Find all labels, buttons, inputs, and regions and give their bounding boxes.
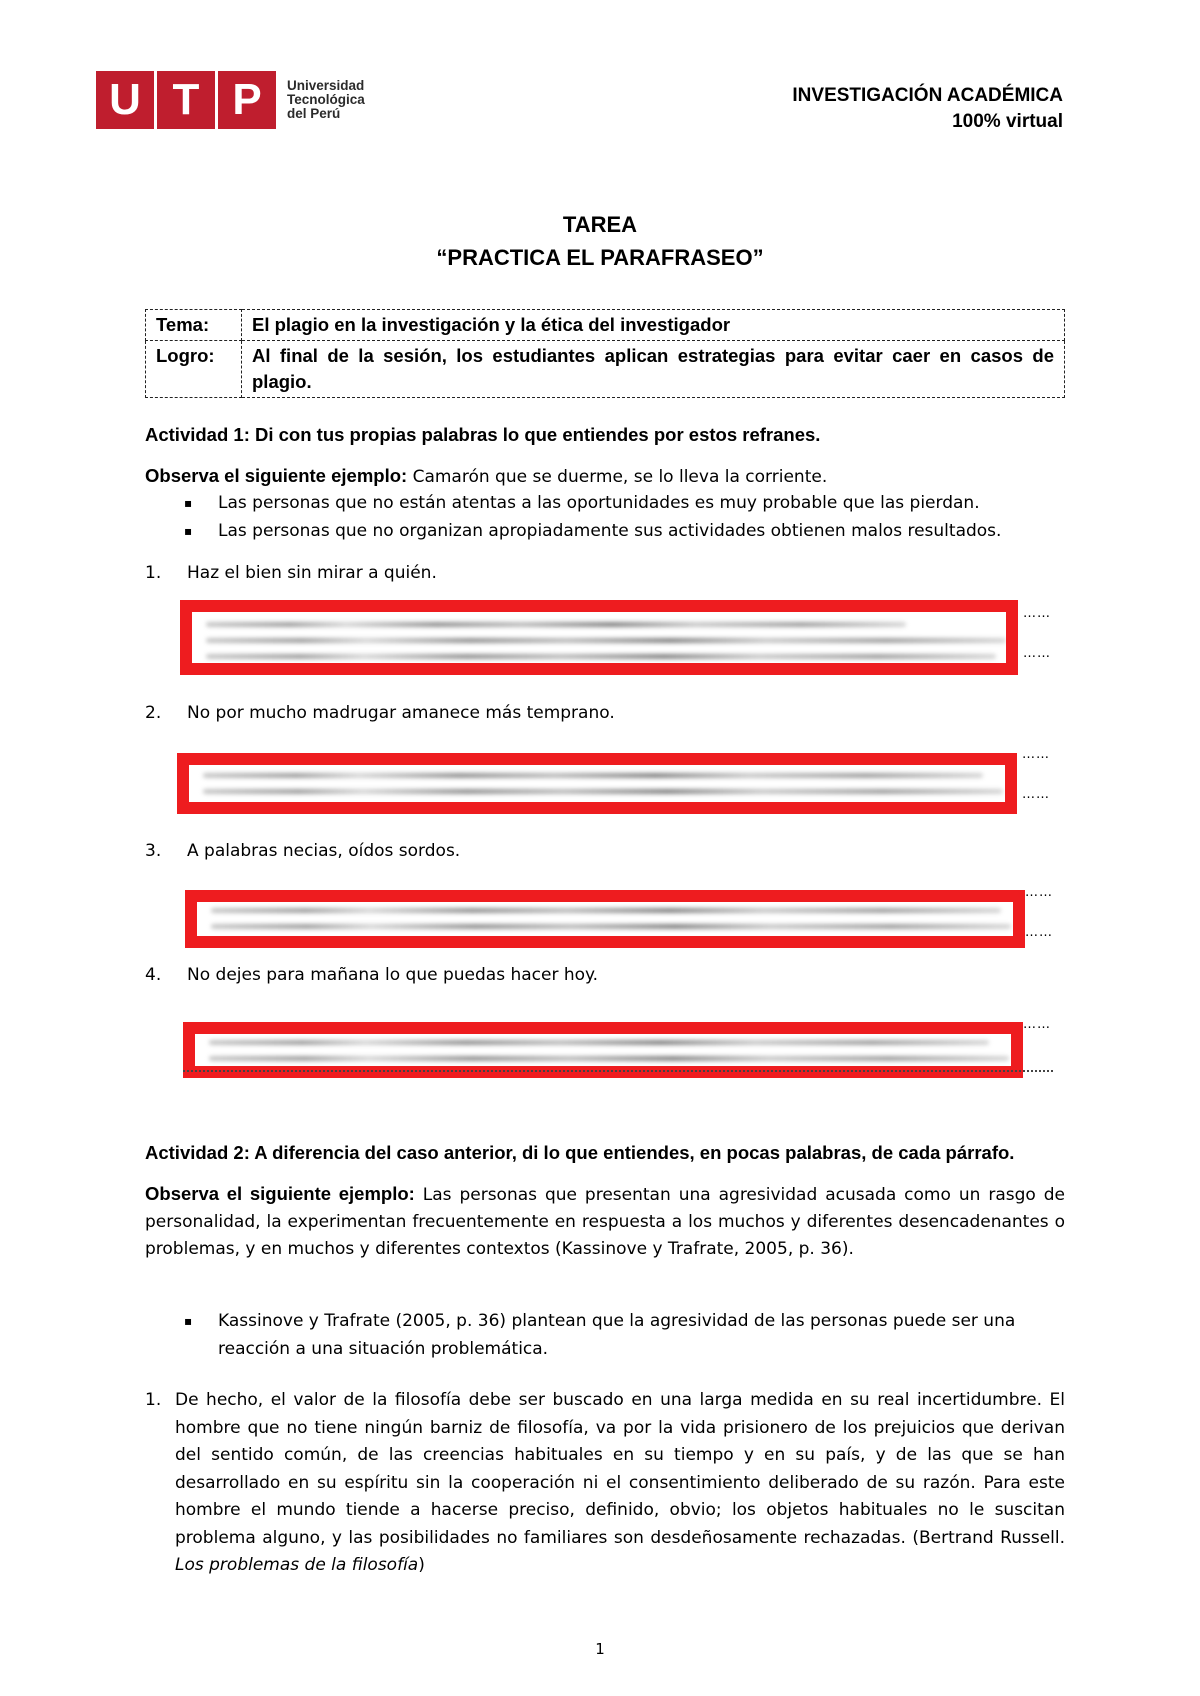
page-number: 1 (595, 1640, 605, 1658)
example-text: Las personas que presentan una agresividad acusada como un rasgo de personalidad, la experimentan frecuentemente en respuesta a los muchos y diferentes desencadenantes o problemas, y en muchos y diferentes contextos (Kassinove y Trafrate, 2005, p. 36). (145, 1185, 1065, 1259)
document-page: U T P Universidad Tecnológica del Perú INVESTIGACIÓN ACADÉMICA 100% virtual TAREA “PRACTICA EL PARAFRASEO” Tema: El plagio en la investigación y la ética del investigador Logro: Al final de la sesión, los estudiantes aplican estrategias para evitar caer en casos de plagio. Actividad 1: Di con tus propias palabras lo que entiendes por estos refranes. Observa el siguiente ejemplo: Camarón que se duerme, se lo lleva la corriente. ▪ Las personas que no están atentas a las oportunidades es muy probable que las pierdan. ▪ Las personas que no organizan apropiadamente sus actividades obtienen malos resultados. 1. Haz el bien sin mirar a quién. …… …… 2. No por mucho madrugar amanece más temprano. …… …… 3. A palabras necias, oídos sordos. …… …… 4. No dejes para mañana lo que puedas hacer hoy. …… Actividad 2: A diferencia del caso anterior, di lo que entiendes, en pocas palabras, de cada párrafo. Observa el siguiente ejemplo: Las personas que presentan una agresividad acusada como un rasgo de personalidad, la experimentan frecuentemente en respuesta a los muchos y diferentes desencadenantes o problemas, y en muchos y diferentes contextos (Kassinove y Trafrate, 2005, p. 36). ▪ Kassinove y Trafrate (2005, p. 36) plantean que la agresividad de las personas puede ser una reacción a una situación problemática. 1. De hecho, el valor de la filosofía debe ser buscado en una larga medida en su real incertidumbre. El hombre que no tiene ningún barniz de filosofía, va por la vida prisionero de los prejuicios que derivan del sentido común, de las creencias habituales en su tiempo y en su país, y de las que se han desarrollado en su espíritu sin la cooperación ni el consentimiento deliberado de su razón. Para este hombre el mundo tiende a hacerse preciso, definido, obvio; los objetos habituales no le suscitan problema alguno, y las posibilidades no familiares son desdeñosamente rechazadas. (Bertrand Russell. Los problemas de la filosofía) 1 (0, 0, 1200, 1696)
logro-value: Al final de la sesión, los estudiantes aplican estrategias para evitar caer en casos de plagio. (242, 341, 1065, 398)
activity2-heading: Actividad 2: A diferencia del caso anterior, di lo que entiendes, en pocas palabras, de cada párrafo. (145, 1142, 1015, 1163)
example-text: Camarón que se duerme, se lo lleva la corriente. (407, 467, 828, 487)
list-item: ▪ Las personas que no organizan apropiadamente sus actividades obtienen malos resultados. (184, 517, 1064, 545)
refran-item-1: 1. Haz el bien sin mirar a quién. (145, 563, 437, 583)
list-item: ▪ Las personas que no están atentas a las oportunidades es muy probable que las pierdan. (184, 489, 1064, 517)
activity2-bullets (184, 1307, 1064, 1363)
item1-text: De hecho, el valor de la filosofía debe ser buscado en una larga medida en su real incertidumbre. El hombre que no tiene ningún barniz de filosofía, va por la vida prisionero de los prejuicios que derivan del sentido común, de las creencias habituales en su tiempo y en su país, y de las que se han desarrollado en su espíritu sin la cooperación ni el consentimiento deliberado de su razón. Para este hombre el mundo tiende a hacerse preciso, definido, obvio; los objetos habituales no le suscitan problema alguno, y las posibilidades no familiares son desdeñosamente rechazadas. (Bertrand Russell. (175, 1390, 1065, 1548)
doc-title: TAREA (562, 212, 638, 237)
activity1-bullets (184, 489, 1064, 545)
refran-item-4: 4. No dejes para mañana lo que puedas hacer hoy. (145, 965, 599, 985)
course-modality: 100% virtual (952, 111, 1063, 132)
info-table (145, 309, 1065, 398)
refran-item-2: 2. No por mucho madrugar amanece más temprano. (145, 703, 615, 723)
utp-logo (96, 71, 365, 129)
logo-letter-u: U (96, 71, 154, 129)
course-header (792, 83, 1063, 135)
activity2-example (145, 1180, 1065, 1263)
tema-value: El plagio en la investigación y la ética del investigador (242, 310, 1065, 341)
item1-source: Los problemas de la filosofía (175, 1555, 419, 1575)
example-label: Observa el siguiente ejemplo: (145, 465, 408, 486)
activity2-item-1: 1. De hecho, el valor de la filosofía debe ser buscado en una larga medida en su real incertidumbre. El hombre que no tiene ningún barniz de filosofía, va por la vida prisionero de los prejuicios que derivan del sentido común, de las creencias habituales en su tiempo y en su país, y de las que se han desarrollado en su espíritu sin la cooperación ni el consentimiento deliberado de su razón. Para este hombre el mundo tiende a hacerse preciso, definido, obvio; los objetos habituales no le suscitan problema alguno, y las posibilidades no familiares son desdeñosamente rechazadas. (Bertrand Russell. Los problemas de la filosofía) (145, 1390, 1065, 1575)
logro-row (146, 341, 1065, 398)
example-label: Observa el siguiente ejemplo: (145, 1183, 415, 1204)
tema-row (146, 310, 1065, 341)
logo-text: Universidad Tecnológica del Perú (287, 78, 365, 121)
tema-label: Tema: (146, 310, 242, 341)
doc-subtitle: “PRACTICA EL PARAFRASEO” (436, 245, 764, 270)
logro-label: Logro: (146, 341, 242, 398)
list-item: ▪ Kassinove y Trafrate (2005, p. 36) plantean que la agresividad de las personas puede ser una reacción a una situación problemática. (184, 1307, 1064, 1363)
activity1-example (145, 462, 1065, 491)
logo-letter-p: P (218, 71, 276, 129)
refran-item-3: 3. A palabras necias, oídos sordos. (145, 841, 461, 861)
logo-letter-t: T (157, 71, 215, 129)
course-name: INVESTIGACIÓN ACADÉMICA (792, 85, 1063, 106)
activity1-heading: Actividad 1: Di con tus propias palabras lo que entiendes por estos refranes. (145, 424, 821, 445)
